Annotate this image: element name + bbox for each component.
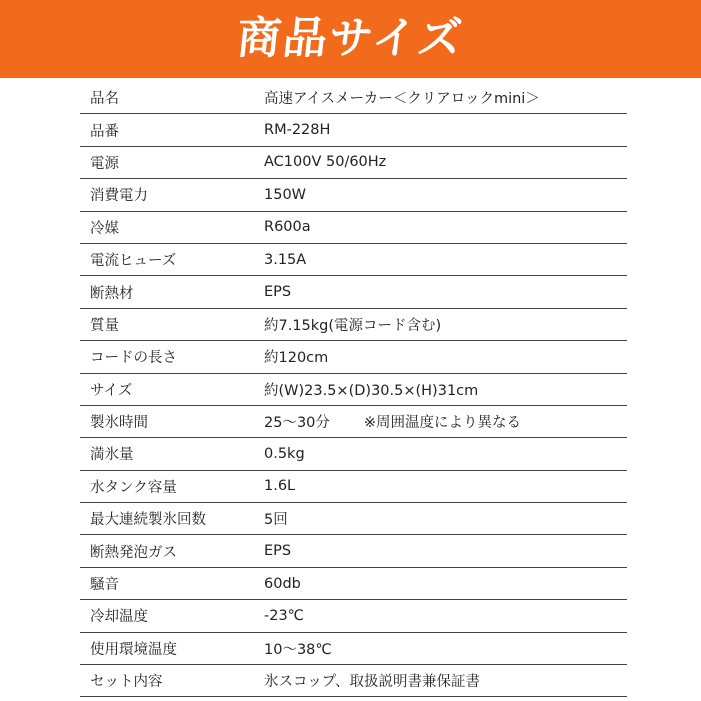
table-row <box>80 405 627 437</box>
table-row <box>80 211 627 243</box>
spec-label: 最大連続製氷回数 <box>80 503 264 535</box>
spec-value: R600a <box>264 211 627 243</box>
spec-value: EPS <box>264 276 627 308</box>
spec-value: 約120cm <box>264 341 627 373</box>
spec-label: 水タンク容量 <box>80 470 264 502</box>
spec-table <box>80 82 627 697</box>
table-row <box>80 82 627 114</box>
spec-label: 電流ヒューズ <box>80 243 264 275</box>
spec-value: 約7.15kg(電源コード含む) <box>264 308 627 340</box>
spec-label: 騒音 <box>80 567 264 599</box>
spec-label: 冷媒 <box>80 211 264 243</box>
spec-value: 氷スコップ、取扱説明書兼保証書 <box>264 665 627 697</box>
table-row <box>80 373 627 405</box>
table-row <box>80 600 627 632</box>
spec-label: 断熱発泡ガス <box>80 535 264 567</box>
spec-value: 5回 <box>264 503 627 535</box>
spec-label: 使用環境温度 <box>80 632 264 664</box>
spec-value-cell <box>264 405 627 437</box>
spec-label: 冷却温度 <box>80 600 264 632</box>
spec-label: 製氷時間 <box>80 405 264 437</box>
table-row <box>80 308 627 340</box>
spec-value: 3.15A <box>264 243 627 275</box>
spec-value: 約(W)23.5×(D)30.5×(H)31cm <box>264 373 627 405</box>
table-row <box>80 503 627 535</box>
spec-value: -23℃ <box>264 600 627 632</box>
spec-value: 10～38℃ <box>264 632 627 664</box>
table-row <box>80 243 627 275</box>
spec-value: 0.5kg <box>264 438 627 470</box>
spec-label: 電源 <box>80 146 264 178</box>
spec-value: EPS <box>264 535 627 567</box>
spec-label: 品番 <box>80 114 264 146</box>
table-row <box>80 179 627 211</box>
spec-value: 150W <box>264 179 627 211</box>
spec-label: サイズ <box>80 373 264 405</box>
spec-value: 25～30分 <box>264 415 330 432</box>
spec-note: ※周囲温度により異なる <box>363 415 522 432</box>
table-row <box>80 438 627 470</box>
table-row <box>80 567 627 599</box>
spec-label: セット内容 <box>80 665 264 697</box>
spec-label: 質量 <box>80 308 264 340</box>
table-row <box>80 276 627 308</box>
spec-label: 満氷量 <box>80 438 264 470</box>
table-row <box>80 665 627 697</box>
spec-value: 高速アイスメーカー＜クリアロックmini＞ <box>264 82 627 114</box>
page-title: 商品サイズ <box>234 13 467 64</box>
table-row <box>80 470 627 502</box>
spec-value: AC100V 50/60Hz <box>264 146 627 178</box>
spec-value: RM-228H <box>264 114 627 146</box>
spec-label: 品名 <box>80 82 264 114</box>
spec-label: コードの長さ <box>80 341 264 373</box>
spec-value: 60db <box>264 567 627 599</box>
spec-label: 断熱材 <box>80 276 264 308</box>
table-row <box>80 632 627 664</box>
header-banner <box>0 0 701 78</box>
spec-value: 1.6L <box>264 470 627 502</box>
table-row <box>80 535 627 567</box>
table-row <box>80 114 627 146</box>
spec-label: 消費電力 <box>80 179 264 211</box>
table-row <box>80 146 627 178</box>
table-row <box>80 341 627 373</box>
